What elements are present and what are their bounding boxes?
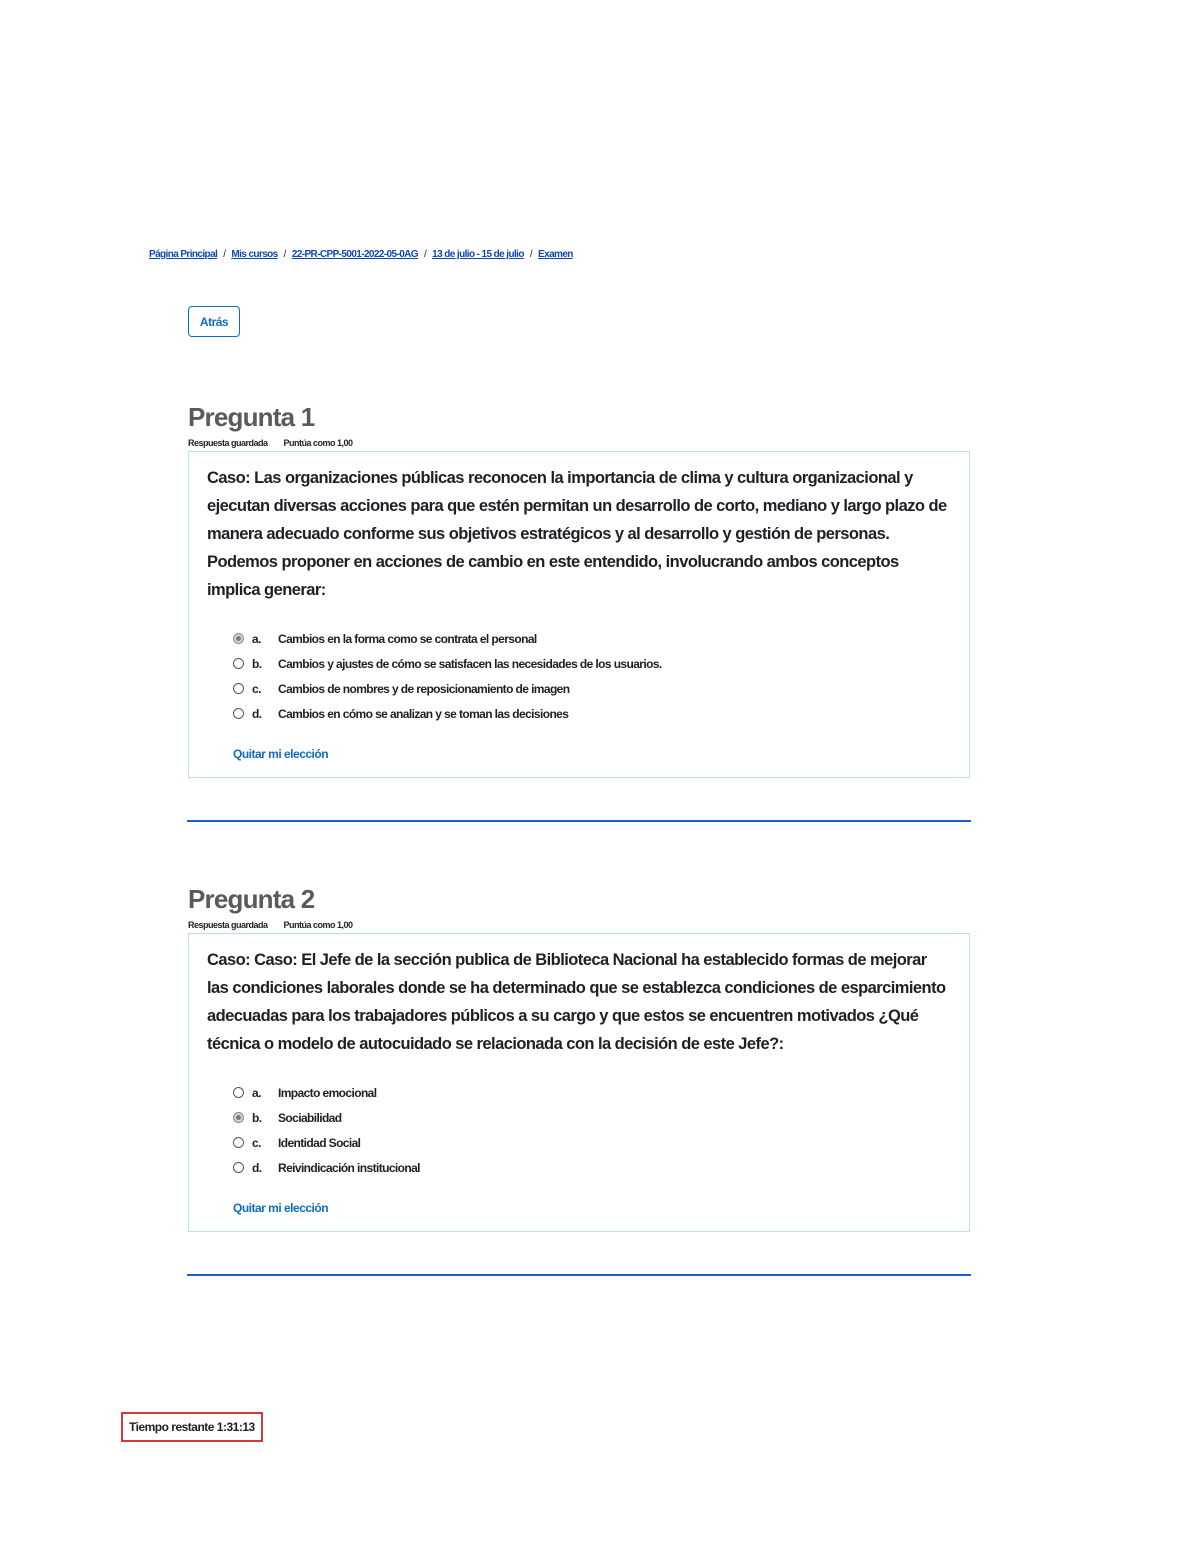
answer-option-c[interactable] (233, 1130, 951, 1155)
breadcrumb-separator: / (423, 249, 427, 260)
question-divider (187, 1274, 971, 1276)
question-2 (188, 884, 970, 1232)
question-title: Pregunta 2 (188, 884, 315, 914)
question-status: Respuesta guardada (188, 438, 268, 448)
question-text: Caso: Las organizaciones públicas reconocen la importancia de clima y cultura organizacional y ejecutan diversas acciones para que estén permitan un desarrollo de corto, mediano y largo plazo de manera adecuado conforme sus objetivos estratégicos y al desarrollo y gestión de personas. Podemos proponer en acciones de cambio en este entendido, involucrando ambos conceptos implica generar: (207, 469, 947, 599)
radio-button[interactable] (233, 1162, 244, 1173)
answer-list (207, 626, 951, 726)
question-meta (188, 920, 970, 931)
answer-option-c[interactable] (233, 676, 951, 701)
clear-choice-link[interactable]: Quitar mi elección (233, 747, 329, 761)
question-points: Puntúa como 1,00 (283, 920, 353, 930)
clear-choice-link[interactable]: Quitar mi elección (233, 1201, 329, 1215)
breadcrumb-section-link[interactable]: 13 de julio - 15 de julio (432, 249, 524, 260)
radio-button-selected[interactable] (233, 1112, 244, 1123)
radio-button[interactable] (233, 683, 244, 694)
time-remaining-indicator: Tiempo restante 1:31:13 (121, 1412, 263, 1442)
question-title: Pregunta 1 (188, 402, 315, 432)
question-divider (187, 820, 971, 822)
answer-text: Cambios y ajustes de cómo se satisfacen las necesidades de los usuarios. (278, 656, 662, 671)
answer-letter: c. (252, 1135, 261, 1150)
answer-text: Cambios de nombres y de reposicionamiento de imagen (278, 681, 570, 696)
answer-text: Reivindicación institucional (278, 1160, 420, 1175)
answer-letter: b. (252, 656, 262, 671)
radio-button[interactable] (233, 658, 244, 669)
answer-option-d[interactable] (233, 701, 951, 726)
breadcrumb-exam-link[interactable]: Examen (538, 249, 573, 260)
answer-letter: c. (252, 681, 261, 696)
radio-button[interactable] (233, 708, 244, 719)
breadcrumb-separator: / (283, 249, 286, 260)
answer-option-b[interactable] (233, 1105, 951, 1130)
breadcrumb-course-link[interactable]: 22-PR-CPP-5001-2022-05-0AG (291, 249, 418, 260)
question-1 (188, 402, 970, 778)
answer-letter: a. (252, 1085, 261, 1100)
question-status: Respuesta guardada (188, 920, 268, 930)
answer-letter: b. (252, 1110, 262, 1125)
question-points: Puntúa como 1,00 (283, 438, 353, 448)
answer-letter: d. (252, 1160, 262, 1175)
answer-letter: a. (252, 631, 261, 646)
question-box (188, 933, 970, 1232)
answer-option-a[interactable] (233, 626, 951, 651)
breadcrumb-separator: / (529, 249, 533, 260)
radio-button[interactable] (233, 1087, 244, 1098)
answer-letter: d. (252, 706, 262, 721)
answer-option-b[interactable] (233, 651, 951, 676)
answer-text: Impacto emocional (278, 1085, 377, 1100)
question-text: Caso: Caso: El Jefe de la sección publica de Biblioteca Nacional ha establecido formas de mejorar las condiciones laborales donde se ha determinado que se establezca condiciones de esparcimiento adecuadas para los trabajadores públicos a su cargo y que estos se encuentren motivados ¿Qué técnica o modelo de autocuidado se relacionada con la decisión de este Jefe?: (207, 951, 946, 1053)
back-button[interactable]: Atrás (188, 306, 240, 337)
answer-option-a[interactable] (233, 1080, 951, 1105)
breadcrumb (149, 249, 573, 260)
answer-text: Cambios en la forma como se contrata el personal (278, 631, 537, 646)
answer-list (207, 1080, 951, 1180)
question-box (188, 451, 970, 778)
answer-text: Cambios en cómo se analizan y se toman las decisiones (278, 706, 569, 721)
breadcrumb-home-link[interactable]: Página Principal (149, 249, 218, 260)
answer-option-d[interactable] (233, 1155, 951, 1180)
question-meta (188, 438, 970, 449)
radio-button-selected[interactable] (233, 633, 244, 644)
breadcrumb-separator: / (223, 249, 226, 260)
answer-text: Identidad Social (278, 1135, 361, 1150)
breadcrumb-my-courses-link[interactable]: Mis cursos (231, 249, 278, 260)
answer-text: Sociabilidad (278, 1110, 342, 1125)
radio-button[interactable] (233, 1137, 244, 1148)
